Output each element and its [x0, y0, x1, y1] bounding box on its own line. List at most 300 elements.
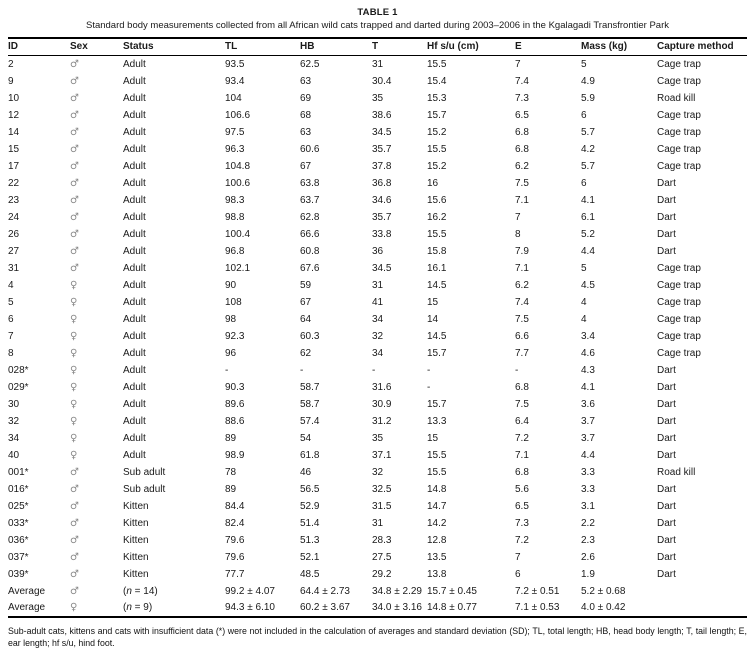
cell-mass-kg: 6: [581, 109, 587, 121]
cell-status: Adult: [123, 449, 146, 461]
cell-id: 26: [8, 228, 20, 240]
cell-status: Adult: [123, 211, 146, 223]
cell-id: 24: [8, 211, 20, 223]
cell-sex: ♂: [70, 143, 79, 155]
cell-capture-method: Cage trap: [657, 279, 701, 291]
cell-id: 001*: [8, 466, 29, 478]
cell-sex: ♂: [70, 551, 79, 563]
cell-mass-kg: 3.7: [581, 432, 595, 444]
cell-sex: ♂: [70, 160, 79, 172]
cell-mass-kg: 4.5: [581, 279, 595, 291]
table-row: [8, 566, 747, 583]
cell-tl: 98: [225, 313, 237, 325]
cell-e: 7.5: [515, 177, 529, 189]
cell-tl: 93.4: [225, 75, 245, 87]
cell-id: 40: [8, 449, 20, 461]
cell-status: Kitten: [123, 534, 149, 546]
cell-tl: 78: [225, 466, 237, 478]
cell-id: 32: [8, 415, 20, 427]
cell-hb: 56.5: [300, 483, 320, 495]
cell-capture-method: Cage trap: [657, 75, 701, 87]
cell-e: 7: [515, 211, 521, 223]
cell-t: 34.8 ± 2.29: [372, 585, 422, 597]
cell-e: 5.6: [515, 483, 529, 495]
cell-id: 34: [8, 432, 20, 444]
cell-mass-kg: 5.7: [581, 126, 595, 138]
cell-hf-s-u-cm: 15.7 ± 0.45: [427, 585, 477, 597]
cell-mass-kg: 5.9: [581, 92, 595, 104]
cell-sex: ♂: [70, 177, 79, 189]
cell-hf-s-u-cm: 15.8: [427, 245, 447, 257]
cell-id: 5: [8, 296, 14, 308]
table-row: [8, 294, 747, 311]
cell-mass-kg: 4.1: [581, 194, 595, 206]
cell-e: 6.2: [515, 279, 529, 291]
table-row: [8, 158, 747, 175]
cell-t: 32: [372, 330, 384, 342]
cell-id: Average: [8, 585, 46, 597]
cell-sex: ♂: [70, 211, 79, 223]
cell-hf-s-u-cm: 15.2: [427, 160, 447, 172]
cell-hf-s-u-cm: 15.3: [427, 92, 447, 104]
cell-hb: 51.4: [300, 517, 320, 529]
cell-hf-s-u-cm: 14.7: [427, 500, 447, 512]
cell-hf-s-u-cm: 16.2: [427, 211, 447, 223]
cell-status: Kitten: [123, 568, 149, 580]
cell-e: 7.9: [515, 245, 529, 257]
cell-sex: ♂: [70, 245, 79, 257]
cell-e: 6.8: [515, 466, 529, 478]
cell-hf-s-u-cm: 15.2: [427, 126, 447, 138]
column-header-status: Status: [123, 41, 154, 52]
cell-mass-kg: 5: [581, 58, 587, 70]
cell-id: 23: [8, 194, 20, 206]
cell-mass-kg: 5.7: [581, 160, 595, 172]
cell-hf-s-u-cm: 14.2: [427, 517, 447, 529]
cell-tl: 106.6: [225, 109, 251, 121]
cell-mass-kg: 6: [581, 177, 587, 189]
table-row: [8, 362, 747, 379]
cell-hb: 63.8: [300, 177, 320, 189]
cell-id: 27: [8, 245, 20, 257]
cell-hb: 63.7: [300, 194, 320, 206]
cell-capture-method: Dart: [657, 449, 676, 461]
cell-sex: ♂: [70, 585, 79, 597]
cell-capture-method: Cage trap: [657, 160, 701, 172]
cell-capture-method: Dart: [657, 534, 676, 546]
cell-capture-method: Cage trap: [657, 126, 701, 138]
cell-capture-method: Dart: [657, 415, 676, 427]
cell-hf-s-u-cm: 15.4: [427, 75, 447, 87]
cell-tl: 84.4: [225, 500, 245, 512]
cell-tl: 104.8: [225, 160, 251, 172]
table-row: [8, 379, 747, 396]
cell-t: 35: [372, 432, 384, 444]
table-row: [8, 464, 747, 481]
cell-mass-kg: 3.3: [581, 483, 595, 495]
cell-hf-s-u-cm: 15.7: [427, 398, 447, 410]
cell-sex: ♀: [70, 364, 78, 376]
cell-sex: ♂: [70, 194, 79, 206]
cell-hb: 57.4: [300, 415, 320, 427]
column-header-id: ID: [8, 41, 18, 52]
cell-status: Adult: [123, 432, 146, 444]
cell-e: 7.1: [515, 194, 529, 206]
cell-mass-kg: 4.4: [581, 245, 595, 257]
cell-capture-method: [657, 583, 747, 600]
cell-hb: 62: [300, 347, 312, 359]
table-row: [8, 243, 747, 260]
cell-status: Adult: [123, 313, 146, 325]
cell-t: 31.5: [372, 500, 392, 512]
cell-status: Adult: [123, 92, 146, 104]
cell-sex: ♂: [70, 466, 79, 478]
cell-e: 6.5: [515, 500, 529, 512]
cell-capture-method: Dart: [657, 364, 676, 376]
cell-sex: ♀: [70, 313, 78, 325]
cell-status: Sub adult: [123, 483, 166, 495]
cell-t: 34: [372, 313, 384, 325]
cell-hb: 67: [300, 160, 312, 172]
cell-sex: ♀: [70, 415, 78, 427]
cell-sex: ♂: [70, 483, 79, 495]
cell-capture-method: Cage trap: [657, 58, 701, 70]
cell-e: 6.8: [515, 143, 529, 155]
table-row: [8, 481, 747, 498]
table-row: [8, 192, 747, 209]
cell-sex: ♂: [70, 500, 79, 512]
cell-hb: 48.5: [300, 568, 320, 580]
cell-mass-kg: 4.0 ± 0.42: [581, 602, 626, 613]
cell-capture-method: Cage trap: [657, 296, 701, 308]
cell-capture-method: Cage trap: [657, 347, 701, 359]
cell-e: 7: [515, 551, 521, 563]
cell-t: 36: [372, 245, 384, 257]
cell-t: 34: [372, 347, 384, 359]
cell-capture-method: Road kill: [657, 466, 696, 478]
cell-hf-s-u-cm: 13.5: [427, 551, 447, 563]
cell-capture-method: Dart: [657, 381, 676, 393]
cell-hf-s-u-cm: 14: [427, 313, 439, 325]
cell-t: -: [372, 364, 376, 376]
cell-t: 32: [372, 466, 384, 478]
cell-sex: ♀: [70, 398, 78, 410]
cell-id: 30: [8, 398, 20, 410]
table-row: [8, 328, 747, 345]
cell-status: (n = 14): [123, 585, 158, 597]
cell-capture-method: Cage trap: [657, 330, 701, 342]
cell-capture-method: Cage trap: [657, 313, 701, 325]
cell-status: Kitten: [123, 500, 149, 512]
cell-hb: 64: [300, 313, 312, 325]
cell-mass-kg: 4.3: [581, 364, 595, 376]
cell-sex: ♂: [70, 568, 79, 580]
cell-e: 7.2: [515, 534, 529, 546]
cell-status: Adult: [123, 58, 146, 70]
cell-id: 7: [8, 330, 14, 342]
cell-hb: 59: [300, 279, 312, 291]
cell-e: 7.2 ± 0.51: [515, 585, 560, 597]
cell-hb: 52.1: [300, 551, 320, 563]
table-header: [8, 38, 747, 56]
cell-hf-s-u-cm: 13.3: [427, 415, 447, 427]
cell-sex: ♂: [70, 262, 79, 274]
cell-sex: ♀: [70, 602, 78, 613]
cell-id: 2: [8, 58, 14, 70]
table-row: [8, 549, 747, 566]
cell-mass-kg: 3.4: [581, 330, 595, 342]
cell-sex: ♂: [70, 92, 79, 104]
cell-t: 30.9: [372, 398, 392, 410]
cell-hf-s-u-cm: 15.6: [427, 194, 447, 206]
cell-mass-kg: 3.3: [581, 466, 595, 478]
cell-hf-s-u-cm: -: [427, 364, 431, 376]
cell-hb: 60.3: [300, 330, 320, 342]
cell-hf-s-u-cm: 15.7: [427, 109, 447, 121]
cell-e: 7.5: [515, 398, 529, 410]
cell-mass-kg: 5: [581, 262, 587, 274]
cell-hb: 64.4 ± 2.73: [300, 585, 350, 597]
column-header-t: T: [372, 41, 379, 52]
cell-id: 10: [8, 92, 20, 104]
cell-tl: 104: [225, 92, 242, 104]
cell-tl: -: [225, 364, 229, 376]
cell-status: Adult: [123, 126, 146, 138]
cell-t: 37.8: [372, 160, 392, 172]
cell-e: 7.4: [515, 296, 529, 308]
table-row: [8, 515, 747, 532]
cell-t: 41: [372, 296, 384, 308]
table-row: [8, 277, 747, 294]
cell-status: Adult: [123, 415, 146, 427]
cell-e: 6: [515, 568, 521, 580]
cell-hf-s-u-cm: 15.5: [427, 449, 447, 461]
cell-hf-s-u-cm: 14.8: [427, 483, 447, 495]
cell-hb: 60.2 ± 3.67: [300, 602, 350, 613]
table-number-title: TABLE 1: [357, 7, 398, 18]
cell-e: 7.1: [515, 262, 529, 274]
cell-status: Adult: [123, 398, 146, 410]
cell-hb: 60.8: [300, 245, 320, 257]
table-row: [8, 311, 747, 328]
cell-sex: ♂: [70, 75, 79, 87]
cell-hb: 60.6: [300, 143, 320, 155]
cell-t: 31: [372, 279, 384, 291]
column-header-capture-method: Capture method: [657, 41, 734, 52]
cell-sex: ♂: [70, 534, 79, 546]
cell-mass-kg: 4.9: [581, 75, 595, 87]
table-row: [8, 260, 747, 277]
cell-tl: 89: [225, 483, 237, 495]
cell-status: Adult: [123, 160, 146, 172]
cell-capture-method: Cage trap: [657, 109, 701, 121]
cell-mass-kg: 5.2 ± 0.68: [581, 585, 626, 597]
column-header-e: E: [515, 41, 522, 52]
table-row: [8, 583, 747, 600]
cell-capture-method: Road kill: [657, 92, 696, 104]
cell-t: 28.3: [372, 534, 392, 546]
cell-hb: 61.8: [300, 449, 320, 461]
table-row: [8, 600, 747, 617]
cell-capture-method: Dart: [657, 483, 676, 495]
cell-tl: 89: [225, 432, 237, 444]
cell-tl: 79.6: [225, 551, 245, 563]
cell-hb: 58.7: [300, 398, 320, 410]
cell-status: Kitten: [123, 551, 149, 563]
cell-tl: 98.3: [225, 194, 245, 206]
cell-tl: 96: [225, 347, 237, 359]
cell-status: Adult: [123, 296, 146, 308]
cell-t: 34.0 ± 3.16: [372, 602, 422, 613]
cell-hf-s-u-cm: 15: [427, 432, 439, 444]
table-row: [8, 447, 747, 464]
cell-e: 6.8: [515, 381, 529, 393]
cell-e: 7.4: [515, 75, 529, 87]
cell-capture-method: [657, 600, 747, 617]
cell-sex: ♀: [70, 279, 78, 291]
cell-t: 36.8: [372, 177, 392, 189]
cell-mass-kg: 2.6: [581, 551, 595, 563]
cell-id: 6: [8, 313, 14, 325]
cell-sex: ♀: [70, 381, 78, 393]
cell-t: 31: [372, 58, 384, 70]
cell-e: 6.2: [515, 160, 529, 172]
cell-hf-s-u-cm: 16.1: [427, 262, 447, 274]
table-footnote: Sub-adult cats, kittens and cats with insufficient data (*) were not included in the calculation of averages and standard deviation (SD); TL, total length; HB, head body length; T, tail length; E, ear length; hf s/u, hind foot.: [8, 625, 747, 648]
cell-e: 7.2: [515, 432, 529, 444]
table-row: [8, 209, 747, 226]
table-row: [8, 90, 747, 107]
cell-t: 31: [372, 517, 384, 529]
column-header-hb: HB: [300, 41, 315, 52]
table-row: [8, 175, 747, 192]
cell-t: 34.5: [372, 262, 392, 274]
cell-capture-method: Dart: [657, 568, 676, 580]
cell-capture-method: Dart: [657, 245, 676, 257]
cell-tl: 92.3: [225, 330, 245, 342]
table-row: [8, 56, 747, 73]
cell-status: Adult: [123, 143, 146, 155]
cell-t: 35: [372, 92, 384, 104]
cell-hf-s-u-cm: 14.5: [427, 330, 447, 342]
cell-id: 036*: [8, 534, 29, 546]
cell-mass-kg: 5.2: [581, 228, 595, 240]
cell-id: 8: [8, 347, 14, 359]
cell-e: 7: [515, 58, 521, 70]
cell-status: Adult: [123, 177, 146, 189]
cell-tl: 99.2 ± 4.07: [225, 585, 275, 597]
cell-tl: 82.4: [225, 517, 245, 529]
cell-hf-s-u-cm: 15.5: [427, 228, 447, 240]
cell-hb: 51.3: [300, 534, 320, 546]
cell-tl: 90.3: [225, 381, 245, 393]
table-row: [8, 413, 747, 430]
cell-tl: 90: [225, 279, 237, 291]
cell-hf-s-u-cm: 15.5: [427, 58, 447, 70]
cell-tl: 79.6: [225, 534, 245, 546]
cell-hb: 66.6: [300, 228, 320, 240]
cell-id: 22: [8, 177, 20, 189]
cell-e: 7.7: [515, 347, 529, 359]
cell-hf-s-u-cm: -: [427, 381, 431, 393]
cell-tl: 100.6: [225, 177, 251, 189]
table-row: [8, 498, 747, 515]
cell-e: 6.8: [515, 126, 529, 138]
cell-mass-kg: 2.2: [581, 517, 595, 529]
cell-t: 31.6: [372, 381, 392, 393]
column-header-mass-kg: Mass (kg): [581, 41, 628, 52]
cell-tl: 102.1: [225, 262, 251, 274]
cell-tl: 97.5: [225, 126, 245, 138]
table-row: [8, 345, 747, 362]
cell-capture-method: Dart: [657, 517, 676, 529]
table-row: [8, 532, 747, 549]
cell-t: 31.2: [372, 415, 392, 427]
column-header-tl: TL: [225, 41, 238, 52]
cell-status: Sub adult: [123, 466, 166, 478]
cell-e: 8: [515, 228, 521, 240]
cell-capture-method: Dart: [657, 500, 676, 512]
measurements-table: [8, 37, 747, 618]
cell-hf-s-u-cm: 15.5: [427, 143, 447, 155]
cell-hb: 63: [300, 126, 312, 138]
cell-status: Adult: [123, 228, 146, 240]
cell-e: 6.5: [515, 109, 529, 121]
cell-tl: 77.7: [225, 568, 245, 580]
cell-capture-method: Dart: [657, 432, 676, 444]
cell-mass-kg: 3.1: [581, 500, 595, 512]
cell-e: 7.3: [515, 517, 529, 529]
cell-tl: 98.9: [225, 449, 245, 461]
cell-sex: ♀: [70, 330, 78, 342]
cell-tl: 93.5: [225, 58, 245, 70]
cell-hb: 62.8: [300, 211, 320, 223]
table-row: [8, 396, 747, 413]
cell-t: 29.2: [372, 568, 392, 580]
cell-hf-s-u-cm: 16: [427, 177, 439, 189]
cell-tl: 88.6: [225, 415, 245, 427]
cell-e: 7.5: [515, 313, 529, 325]
cell-hb: 62.5: [300, 58, 320, 70]
cell-mass-kg: 4.4: [581, 449, 595, 461]
cell-capture-method: Dart: [657, 194, 676, 206]
cell-mass-kg: 4.1: [581, 381, 595, 393]
table-row: [8, 73, 747, 90]
cell-id: 15: [8, 143, 20, 155]
cell-tl: 89.6: [225, 398, 245, 410]
cell-sex: ♀: [70, 296, 78, 308]
cell-t: 35.7: [372, 211, 392, 223]
cell-status: Kitten: [123, 517, 149, 529]
cell-status: (n = 9): [123, 602, 153, 613]
cell-sex: ♀: [70, 347, 78, 359]
cell-hb: 68: [300, 109, 312, 121]
cell-id: 4: [8, 279, 14, 291]
cell-hf-s-u-cm: 15.5: [427, 466, 447, 478]
cell-hb: 67: [300, 296, 312, 308]
cell-status: Adult: [123, 364, 146, 376]
table-caption: Standard body measurements collected from all African wild cats trapped and darted during 2003–2006 in the Kgalagadi Transfrontier Park: [85, 20, 669, 31]
cell-status: Adult: [123, 194, 146, 206]
cell-hb: 52.9: [300, 500, 320, 512]
cell-hb: -: [300, 364, 304, 376]
cell-hf-s-u-cm: 14.5: [427, 279, 447, 291]
cell-hb: 46: [300, 466, 312, 478]
cell-status: Adult: [123, 279, 146, 291]
cell-hf-s-u-cm: 15.7: [427, 347, 447, 359]
cell-id: 17: [8, 160, 20, 172]
cell-sex: ♀: [70, 432, 78, 444]
